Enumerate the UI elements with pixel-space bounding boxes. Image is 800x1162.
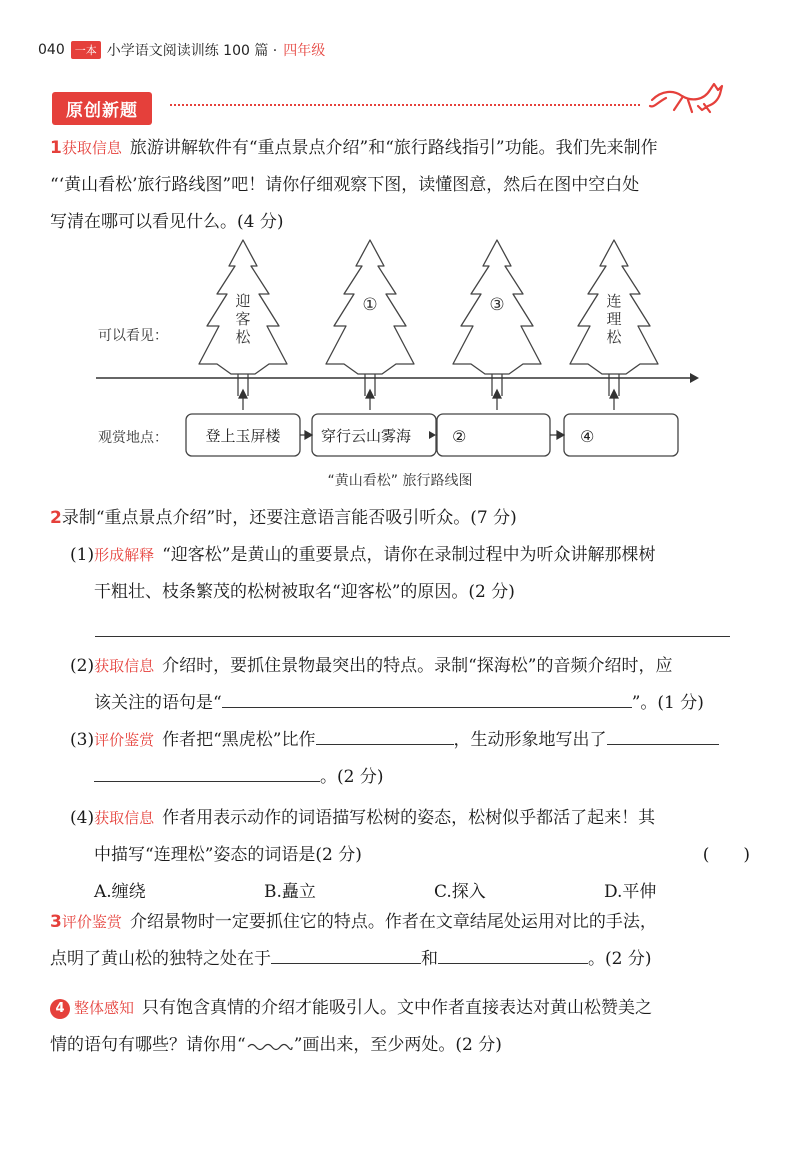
tree-label: 客: [235, 310, 251, 328]
question-tag: 形成解释: [94, 546, 155, 564]
question-text: 作者用表示动作的词语描写松树的姿态，松树似乎都活了起来！其: [162, 808, 656, 828]
question-text: 作者把“黑虎松”比作: [162, 730, 316, 750]
question-tag: 获取信息: [61, 139, 122, 157]
question-tag: 评价鉴赏: [94, 731, 155, 749]
axis-arrowhead: [690, 373, 699, 383]
up-arrow-icon: [493, 390, 501, 398]
answer-line[interactable]: [95, 636, 730, 637]
question-text: 。(2 分): [320, 767, 384, 787]
question-text: ”。(1 分): [631, 693, 704, 713]
wavy-line-icon: [246, 1038, 294, 1052]
answer-blank[interactable]: [607, 722, 719, 745]
tree-label: ③: [489, 295, 505, 315]
question-3: [50, 904, 750, 978]
right-arrow-icon: [429, 431, 436, 439]
question-text: 。(2 分): [588, 949, 652, 969]
location-label: 登上玉屏楼: [205, 427, 281, 445]
question-4: [50, 990, 750, 1064]
location-label: ②: [452, 427, 467, 446]
row-label-see: 可以看见：: [98, 328, 168, 344]
question-text: 写清在哪可以看见什么。(4 分): [50, 212, 284, 232]
tree-icon: [453, 240, 541, 396]
grade-label: 四年级: [283, 43, 326, 59]
question-text: ，生动形象地写出了: [453, 730, 607, 750]
right-arrow-icon: [305, 431, 312, 439]
question-text: 只有饱含真情的介绍才能吸引人。文中作者直接表达对黄山松赞美之: [142, 998, 653, 1018]
question-tag: 整体感知: [74, 999, 135, 1017]
sub-question-number: (4): [70, 808, 95, 828]
tree-label: ①: [362, 295, 378, 315]
sub-question-number: (3): [70, 730, 95, 750]
question-text: 旅游讲解软件有“重点景点介绍”和“旅行路线指引”功能。我们先来制作: [129, 138, 658, 158]
up-arrow-icon: [239, 390, 247, 398]
tree-label: 迎: [235, 292, 251, 310]
question-tag: 评价鉴赏: [61, 913, 122, 931]
answer-blank[interactable]: [316, 722, 454, 745]
question-tag: 获取信息: [94, 657, 155, 675]
brand-badge: 一本: [71, 41, 101, 59]
question-text: “‘黄山看松’旅行路线图”吧！请你仔细观察下图，读懂图意，然后在图中空白处: [50, 175, 640, 195]
tree-label: 理: [606, 310, 622, 328]
question-text: 和: [421, 949, 438, 969]
diagram-caption: “黄山看松” 旅行路线图: [327, 473, 473, 489]
question-text: ”画出来，至少两处。(2 分): [293, 1035, 502, 1055]
sub-question-number: (2): [70, 656, 95, 676]
question-text: 干粗壮、枝条繁茂的松树被取名“迎客松”的原因。(2 分): [94, 582, 515, 602]
tree-label: 连: [606, 292, 622, 310]
location-label: ④: [580, 427, 595, 446]
location-label: 穿行云山雾海: [320, 427, 412, 445]
question-number-badge: 4: [50, 999, 70, 1019]
answer-blank[interactable]: [222, 685, 632, 708]
answer-blank[interactable]: [271, 941, 421, 964]
route-diagram: [0, 0, 800, 470]
question-2: [50, 500, 750, 611]
tree-label: 松: [235, 328, 251, 346]
question-text: 介绍时，要抓住景物最突出的特点。录制“探海松”的音频介绍时，应: [162, 656, 673, 676]
option-d[interactable]: D.平伸: [604, 882, 657, 902]
question-number: 1: [50, 138, 62, 158]
question-tag: 获取信息: [94, 809, 155, 827]
right-arrow-icon: [557, 431, 564, 439]
answer-blank[interactable]: [94, 759, 320, 782]
question-number: 2: [50, 508, 62, 528]
option-b[interactable]: B.矗立: [264, 882, 316, 902]
row-label-location: 观赏地点：: [98, 430, 168, 446]
option-a[interactable]: A.缠绕: [94, 882, 146, 902]
tree-icon: [326, 240, 414, 396]
up-arrow-icon: [366, 390, 374, 398]
answer-blank[interactable]: [438, 941, 588, 964]
question-text: 情的语句有哪些？请你用“: [50, 1035, 246, 1055]
question-text: 录制“重点景点介绍”时，还要注意语言能否吸引听众。(7 分): [61, 508, 517, 528]
sub-question-number: (1): [70, 545, 95, 565]
up-arrow-icon: [610, 390, 618, 398]
question-text: 点明了黄山松的独特之处在于: [50, 949, 271, 969]
question-text: 介绍景物时一定要抓住它的特点。作者在文章结尾处运用对比的手法，: [129, 912, 657, 932]
question-number: 3: [50, 912, 62, 932]
tree-label: 松: [606, 328, 622, 346]
book-title: 小学语文阅读训练 100 篇 ·: [106, 43, 278, 59]
question-2-2: [50, 648, 750, 911]
question-text: 该关注的语句是“: [94, 693, 222, 713]
answer-paren[interactable]: ( ): [702, 845, 750, 865]
question-text: “迎客松”是黄山的重要景点，请你在录制过程中为听众讲解那棵树: [162, 545, 656, 565]
question-text: 中描写“连理松”姿态的词语是(2 分): [94, 845, 362, 865]
page-number: 040: [38, 42, 65, 58]
section-title: 原创新题: [52, 92, 152, 125]
option-c[interactable]: C.探入: [434, 882, 486, 902]
